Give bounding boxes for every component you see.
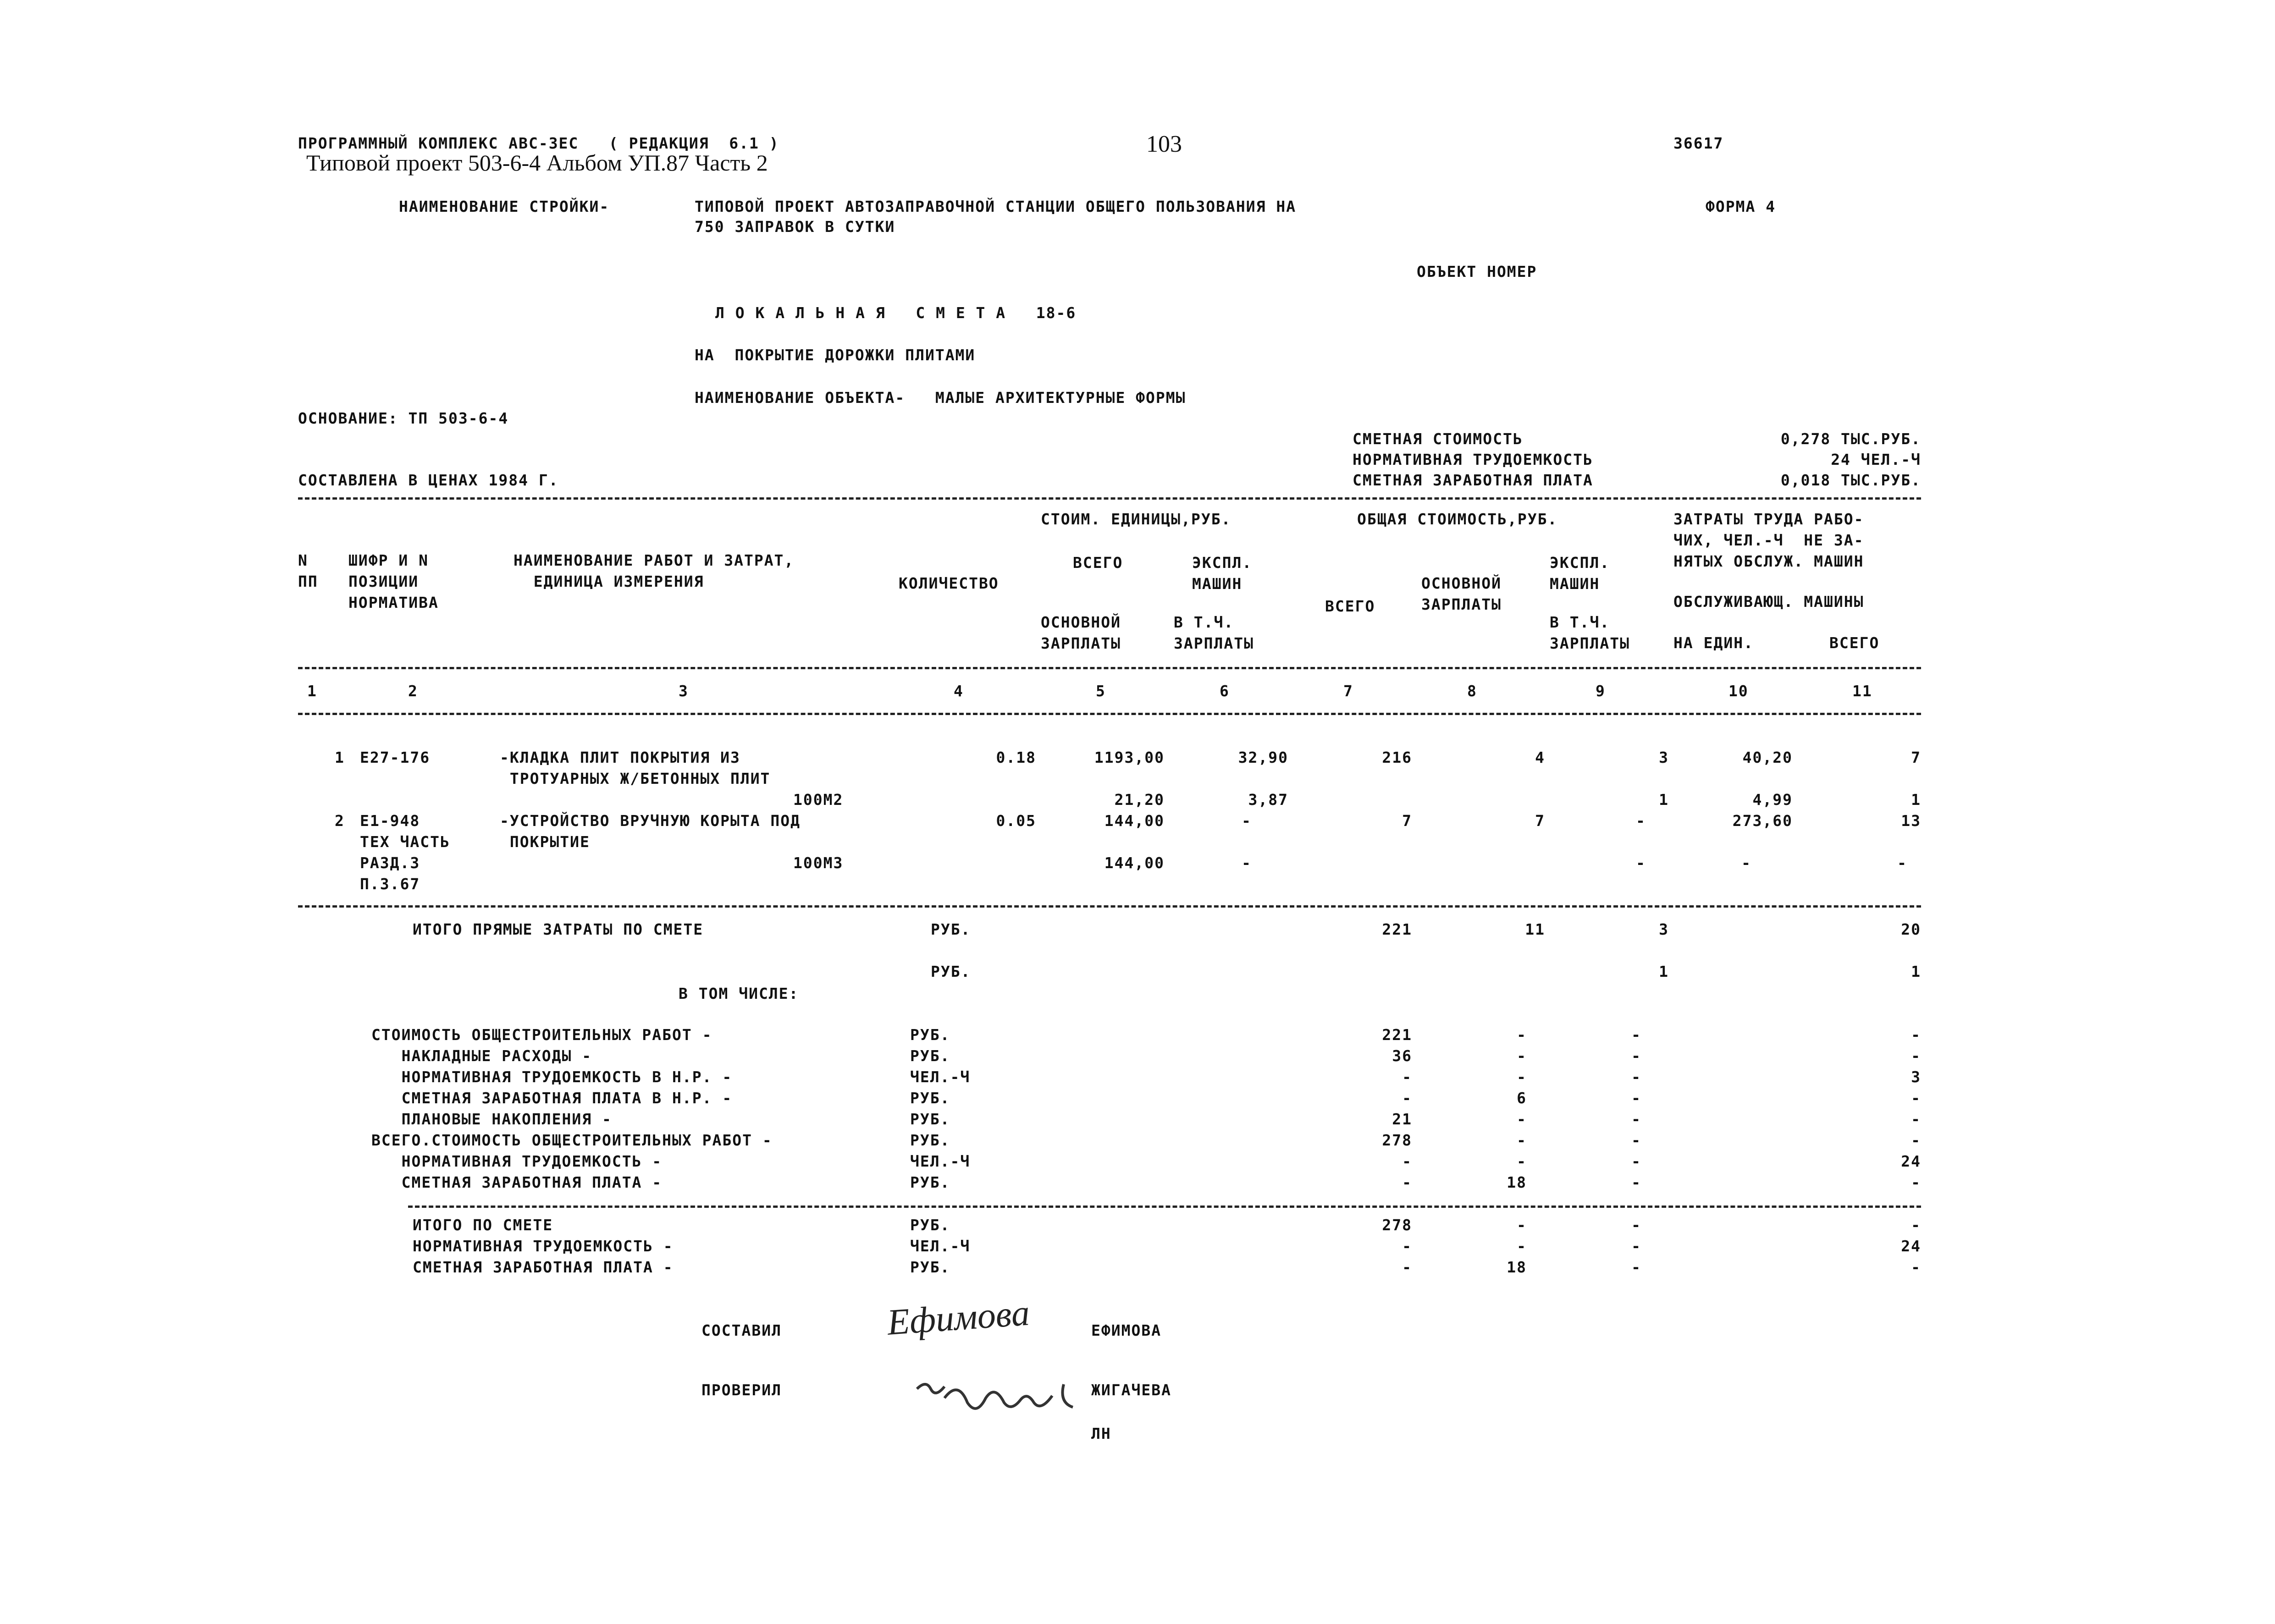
breakdown-unit: РУБ.: [910, 1089, 950, 1107]
colnum-4: 4: [954, 682, 964, 700]
breakdown-unit: РУБ.: [910, 1173, 950, 1191]
document-subtitle: НА ПОКРЫТИЕ ДОРОЖКИ ПЛИТАМИ: [695, 346, 976, 364]
col-service-header: ОБСЛУЖИВАЮЩ. МАШИНЫ: [1673, 593, 1864, 611]
summary-value-1: 24 ЧЕЛ.-Ч: [1831, 451, 1921, 468]
colnum-9: 9: [1596, 682, 1606, 700]
breakdown-label: СМЕТНАЯ ЗАРАБОТНАЯ ПЛАТА В Н.Р. -: [371, 1089, 733, 1107]
row2-c11b: -: [1897, 854, 1907, 872]
document-title: Л О К А Л Ь Н А Я С М Е Т А 18-6: [715, 304, 1077, 322]
final-c7: -: [1402, 1237, 1412, 1255]
breakdown-label: ВСЕГО.СТОИМОСТЬ ОБЩЕСТРОИТЕЛЬНЫХ РАБОТ -: [371, 1131, 773, 1149]
final-unit: РУБ.: [910, 1216, 950, 1234]
row1-c8: 4: [1535, 749, 1545, 766]
breakdown-c11: -: [1911, 1047, 1921, 1065]
direct-total-c7: 221: [1382, 920, 1412, 938]
col-unitcost-header: СТОИМ. ЕДИНИЦЫ,РУБ.: [1041, 510, 1231, 528]
breakdown-label: НОРМАТИВНАЯ ТРУДОЕМКОСТЬ В Н.Р. -: [371, 1068, 733, 1086]
row2-c11: 13: [1901, 812, 1921, 830]
breakdown-label: ПЛАНОВЫЕ НАКОПЛЕНИЯ -: [371, 1110, 612, 1128]
summary-value-2: 0,018 ТЫС.РУБ.: [1780, 471, 1921, 489]
row1-c11: 7: [1911, 749, 1921, 766]
col-incl-header: В Т.Ч. ЗАРПЛАТЫ: [1174, 613, 1254, 652]
colnum-3: 3: [679, 682, 689, 700]
breakdown-unit: ЧЕЛ.-Ч: [910, 1068, 971, 1086]
breakdown-c7: -: [1402, 1089, 1412, 1107]
breakdown-c7: 21: [1392, 1110, 1412, 1128]
breakdown-c9: -: [1631, 1068, 1641, 1086]
row1-c5: 1193,00: [1094, 749, 1165, 766]
basis: ОСНОВАНИЕ: ТП 503-6-4: [298, 409, 509, 427]
breakdown-c7: 221: [1382, 1026, 1412, 1044]
direct-total-unit2: РУБ.: [931, 963, 971, 980]
row2-c10: 273,60: [1732, 812, 1793, 830]
direct-total-unit: РУБ.: [931, 920, 971, 938]
row2-c9: -: [1636, 812, 1646, 830]
row1-qty: 0.18: [996, 749, 1036, 766]
row2-name: -УСТРОЙСТВО ВРУЧНУЮ КОРЫТА ПОД ПОКРЫТИЕ: [500, 812, 801, 851]
col-qty-header: КОЛИЧЕСТВО: [899, 574, 999, 592]
final-unit: РУБ.: [910, 1258, 950, 1276]
breakdown-label: НОРМАТИВНАЯ ТРУДОЕМКОСТЬ -: [371, 1152, 663, 1170]
header-bottom-rule: [298, 713, 1921, 715]
breakdown-label: НАКЛАДНЫЕ РАСХОДЫ -: [371, 1047, 592, 1065]
doc-code: 36617: [1673, 134, 1724, 152]
breakdown-c8: 6: [1517, 1089, 1527, 1107]
row1-c7: 216: [1382, 749, 1412, 766]
row2-n: 2: [335, 812, 345, 830]
construction-line2: 750 ЗАПРАВОК В СУТКИ: [695, 218, 895, 236]
final-top-rule: [408, 1206, 1921, 1208]
prices-line: СОСТАВЛЕНА В ЦЕНАХ 1984 Г.: [298, 471, 559, 489]
col-basewage-header: ОСНОВНОЙ ЗАРПЛАТЫ: [1041, 613, 1121, 652]
object-name: НАИМЕНОВАНИЕ ОБЪЕКТА- МАЛЫЕ АРХИТЕКТУРНЫЕ ФОРМЫ: [695, 389, 1186, 407]
row2-code: Е1-948 ТЕХ ЧАСТЬ РАЗД.3 П.3.67: [360, 812, 450, 893]
row1-c9b: 1: [1659, 791, 1669, 809]
row2-c10b: -: [1741, 854, 1751, 872]
breakdown-unit: РУБ.: [910, 1110, 950, 1128]
row2-unit: 100М3: [793, 854, 844, 872]
construction-line1: ТИПОВОЙ ПРОЕКТ АВТОЗАПРАВОЧНОЙ СТАНЦИИ ОБЩЕГО ПОЛЬЗОВАНИЯ НА: [695, 198, 1297, 215]
breakdown-c8: 18: [1507, 1173, 1527, 1191]
breakdown-c11: -: [1911, 1173, 1921, 1191]
colnum-7: 7: [1343, 682, 1353, 700]
summary-value-0: 0,278 ТЫС.РУБ.: [1780, 430, 1921, 448]
direct-total-c8: 11: [1525, 920, 1545, 938]
colnum-2: 2: [408, 682, 418, 700]
colnum-6: 6: [1220, 682, 1230, 700]
row1-name: -КЛАДКА ПЛИТ ПОКРЫТИЯ ИЗ ТРОТУАРНЫХ Ж/БЕТОННЫХ ПЛИТ: [500, 749, 771, 787]
final-c8: 18: [1507, 1258, 1527, 1276]
colnum-8: 8: [1467, 682, 1477, 700]
breakdown-c7: -: [1402, 1152, 1412, 1170]
row1-unit: 100М2: [793, 791, 844, 809]
breakdown-c7: 278: [1382, 1131, 1412, 1149]
row1-c9: 3: [1659, 749, 1669, 766]
final-unit: ЧЕЛ.-Ч: [910, 1237, 971, 1255]
row2-c5: 144,00: [1104, 812, 1165, 830]
row1-c11b: 1: [1911, 791, 1921, 809]
breakdown-c8: -: [1517, 1152, 1527, 1170]
breakdown-c11: -: [1911, 1026, 1921, 1044]
breakdown-c7: -: [1402, 1068, 1412, 1086]
breakdown-c8: -: [1517, 1110, 1527, 1128]
direct-total-c9: 3: [1659, 920, 1669, 938]
checked-signature: [912, 1371, 1096, 1421]
final-c8: -: [1517, 1237, 1527, 1255]
colnum-11: 11: [1852, 682, 1872, 700]
checked-extra: ЛН: [1091, 1425, 1111, 1442]
breakdown-label: СМЕТНАЯ ЗАРАБОТНАЯ ПЛАТА -: [371, 1173, 663, 1191]
table-top-rule: [298, 497, 1921, 500]
breakdown-c9: -: [1631, 1110, 1641, 1128]
final-c7: 278: [1382, 1216, 1412, 1234]
col-sum-header: ВСЕГО: [1829, 634, 1880, 652]
row1-n: 1: [335, 749, 345, 766]
construction-label: НАИМЕНОВАНИЕ СТРОЙКИ-: [399, 198, 610, 215]
col-n-header: N ПП: [298, 551, 318, 590]
checked-label: ПРОВЕРИЛ: [701, 1381, 782, 1399]
row2-qty: 0.05: [996, 812, 1036, 830]
header-mid-rule: [298, 667, 1921, 669]
composed-signature: Ефимова: [886, 1293, 1031, 1343]
breakdown-c9: -: [1631, 1047, 1641, 1065]
breakdown-c11: 3: [1911, 1068, 1921, 1086]
final-c9: -: [1631, 1216, 1641, 1234]
direct-total-c9b: 1: [1659, 963, 1669, 980]
breakdown-c11: 24: [1901, 1152, 1921, 1170]
final-label: ИТОГО ПО СМЕТЕ: [413, 1216, 553, 1234]
breakdown-c9: -: [1631, 1152, 1641, 1170]
col-perunit-header: НА ЕДИН.: [1673, 634, 1754, 652]
row2-c6b: -: [1242, 854, 1252, 872]
row1-c5b: 21,20: [1114, 791, 1165, 809]
row2-c8: 7: [1535, 812, 1545, 830]
row2-c9b: -: [1636, 854, 1646, 872]
composed-label: СОСТАВИЛ: [701, 1321, 782, 1339]
summary-label-1: НОРМАТИВНАЯ ТРУДОЕМКОСТЬ: [1353, 451, 1593, 468]
breakdown-unit: РУБ.: [910, 1047, 950, 1065]
direct-total-c11: 20: [1901, 920, 1921, 938]
including-label: В ТОМ ЧИСЛЕ:: [679, 985, 799, 1002]
row1-c10b: 4,99: [1752, 791, 1793, 809]
row1-c6: 32,90: [1238, 749, 1288, 766]
col-expl-header: ЭКСПЛ. МАШИН: [1192, 554, 1253, 593]
breakdown-c11: -: [1911, 1131, 1921, 1149]
object-number: ОБЪЕКТ НОМЕР: [1417, 263, 1537, 281]
col-total-header: ВСЕГО: [1073, 554, 1123, 572]
breakdown-unit: ЧЕЛ.-Ч: [910, 1152, 971, 1170]
final-label: СМЕТНАЯ ЗАРАБОТНАЯ ПЛАТА -: [413, 1258, 674, 1276]
row1-c10: 40,20: [1742, 749, 1793, 766]
program-line: ПРОГРАММНЫЙ КОМПЛЕКС АВС-3ЕС ( РЕДАКЦИЯ 6.1 ): [298, 134, 779, 152]
final-c9: -: [1631, 1237, 1641, 1255]
breakdown-c9: -: [1631, 1026, 1641, 1044]
direct-total-label: ИТОГО ПРЯМЫЕ ЗАТРАТЫ ПО СМЕТЕ: [413, 920, 704, 938]
row1-code: Е27-176: [360, 749, 431, 766]
col-code-header: ШИФР И N ПОЗИЦИИ НОРМАТИВА: [348, 551, 439, 611]
breakdown-c11: -: [1911, 1089, 1921, 1107]
breakdown-c7: 36: [1392, 1047, 1412, 1065]
colnum-1: 1: [307, 682, 317, 700]
final-c9: -: [1631, 1258, 1641, 1276]
breakdown-c11: -: [1911, 1110, 1921, 1128]
col-labor-header: ЗАТРАТЫ ТРУДА РАБО- ЧИХ, ЧЕЛ.-Ч НЕ ЗА- НЯТЫХ ОБСЛУЖ. МАШИН: [1673, 510, 1864, 570]
final-c8: -: [1517, 1216, 1527, 1234]
breakdown-c8: -: [1517, 1026, 1527, 1044]
breakdown-c9: -: [1631, 1089, 1641, 1107]
col-mach-header: ЭКСПЛ. МАШИН: [1550, 554, 1610, 593]
row1-c6b: 3,87: [1248, 791, 1288, 809]
row2-c5b: 144,00: [1104, 854, 1165, 872]
col-all-header: ВСЕГО: [1325, 597, 1375, 615]
col-overall-header: ОБЩАЯ СТОИМОСТЬ,РУБ.: [1357, 510, 1558, 528]
row2-c7: 7: [1402, 812, 1412, 830]
colnum-5: 5: [1096, 682, 1106, 700]
breakdown-c7: -: [1402, 1173, 1412, 1191]
final-label: НОРМАТИВНАЯ ТРУДОЕМКОСТЬ -: [413, 1237, 674, 1255]
col-name-header: НАИМЕНОВАНИЕ РАБОТ И ЗАТРАТ, ЕДИНИЦА ИЗМЕРЕНИЯ: [514, 551, 795, 590]
row2-c6: -: [1242, 812, 1252, 830]
breakdown-c8: -: [1517, 1131, 1527, 1149]
page-number: 103: [1146, 131, 1182, 157]
colnum-10: 10: [1728, 682, 1749, 700]
breakdown-unit: РУБ.: [910, 1131, 950, 1149]
col-machincl-header: В Т.Ч. ЗАРПЛАТЫ: [1550, 613, 1630, 652]
project-title: Типовой проект 503-6-4 Альбом УП.87 Часть 2: [306, 150, 768, 176]
breakdown-c8: -: [1517, 1047, 1527, 1065]
rows-bottom-rule: [298, 905, 1921, 908]
direct-total-c11b: 1: [1911, 963, 1921, 980]
final-c11: -: [1911, 1258, 1921, 1276]
breakdown-c9: -: [1631, 1173, 1641, 1191]
breakdown-c9: -: [1631, 1131, 1641, 1149]
checked-name: ЖИГАЧЕВА: [1091, 1381, 1171, 1399]
final-c11: 24: [1901, 1237, 1921, 1255]
final-c11: -: [1911, 1216, 1921, 1234]
breakdown-unit: РУБ.: [910, 1026, 950, 1044]
breakdown-c8: -: [1517, 1068, 1527, 1086]
col-base-header: ОСНОВНОЙ ЗАРПЛАТЫ: [1421, 574, 1502, 613]
summary-label-0: СМЕТНАЯ СТОИМОСТЬ: [1353, 430, 1523, 448]
summary-label-2: СМЕТНАЯ ЗАРАБОТНАЯ ПЛАТА: [1353, 471, 1593, 489]
final-c7: -: [1402, 1258, 1412, 1276]
breakdown-label: СТОИМОСТЬ ОБЩЕСТРОИТЕЛЬНЫХ РАБОТ -: [371, 1026, 712, 1044]
composed-name: ЕФИМОВА: [1091, 1321, 1162, 1339]
form-label: ФОРМА 4: [1706, 198, 1776, 215]
